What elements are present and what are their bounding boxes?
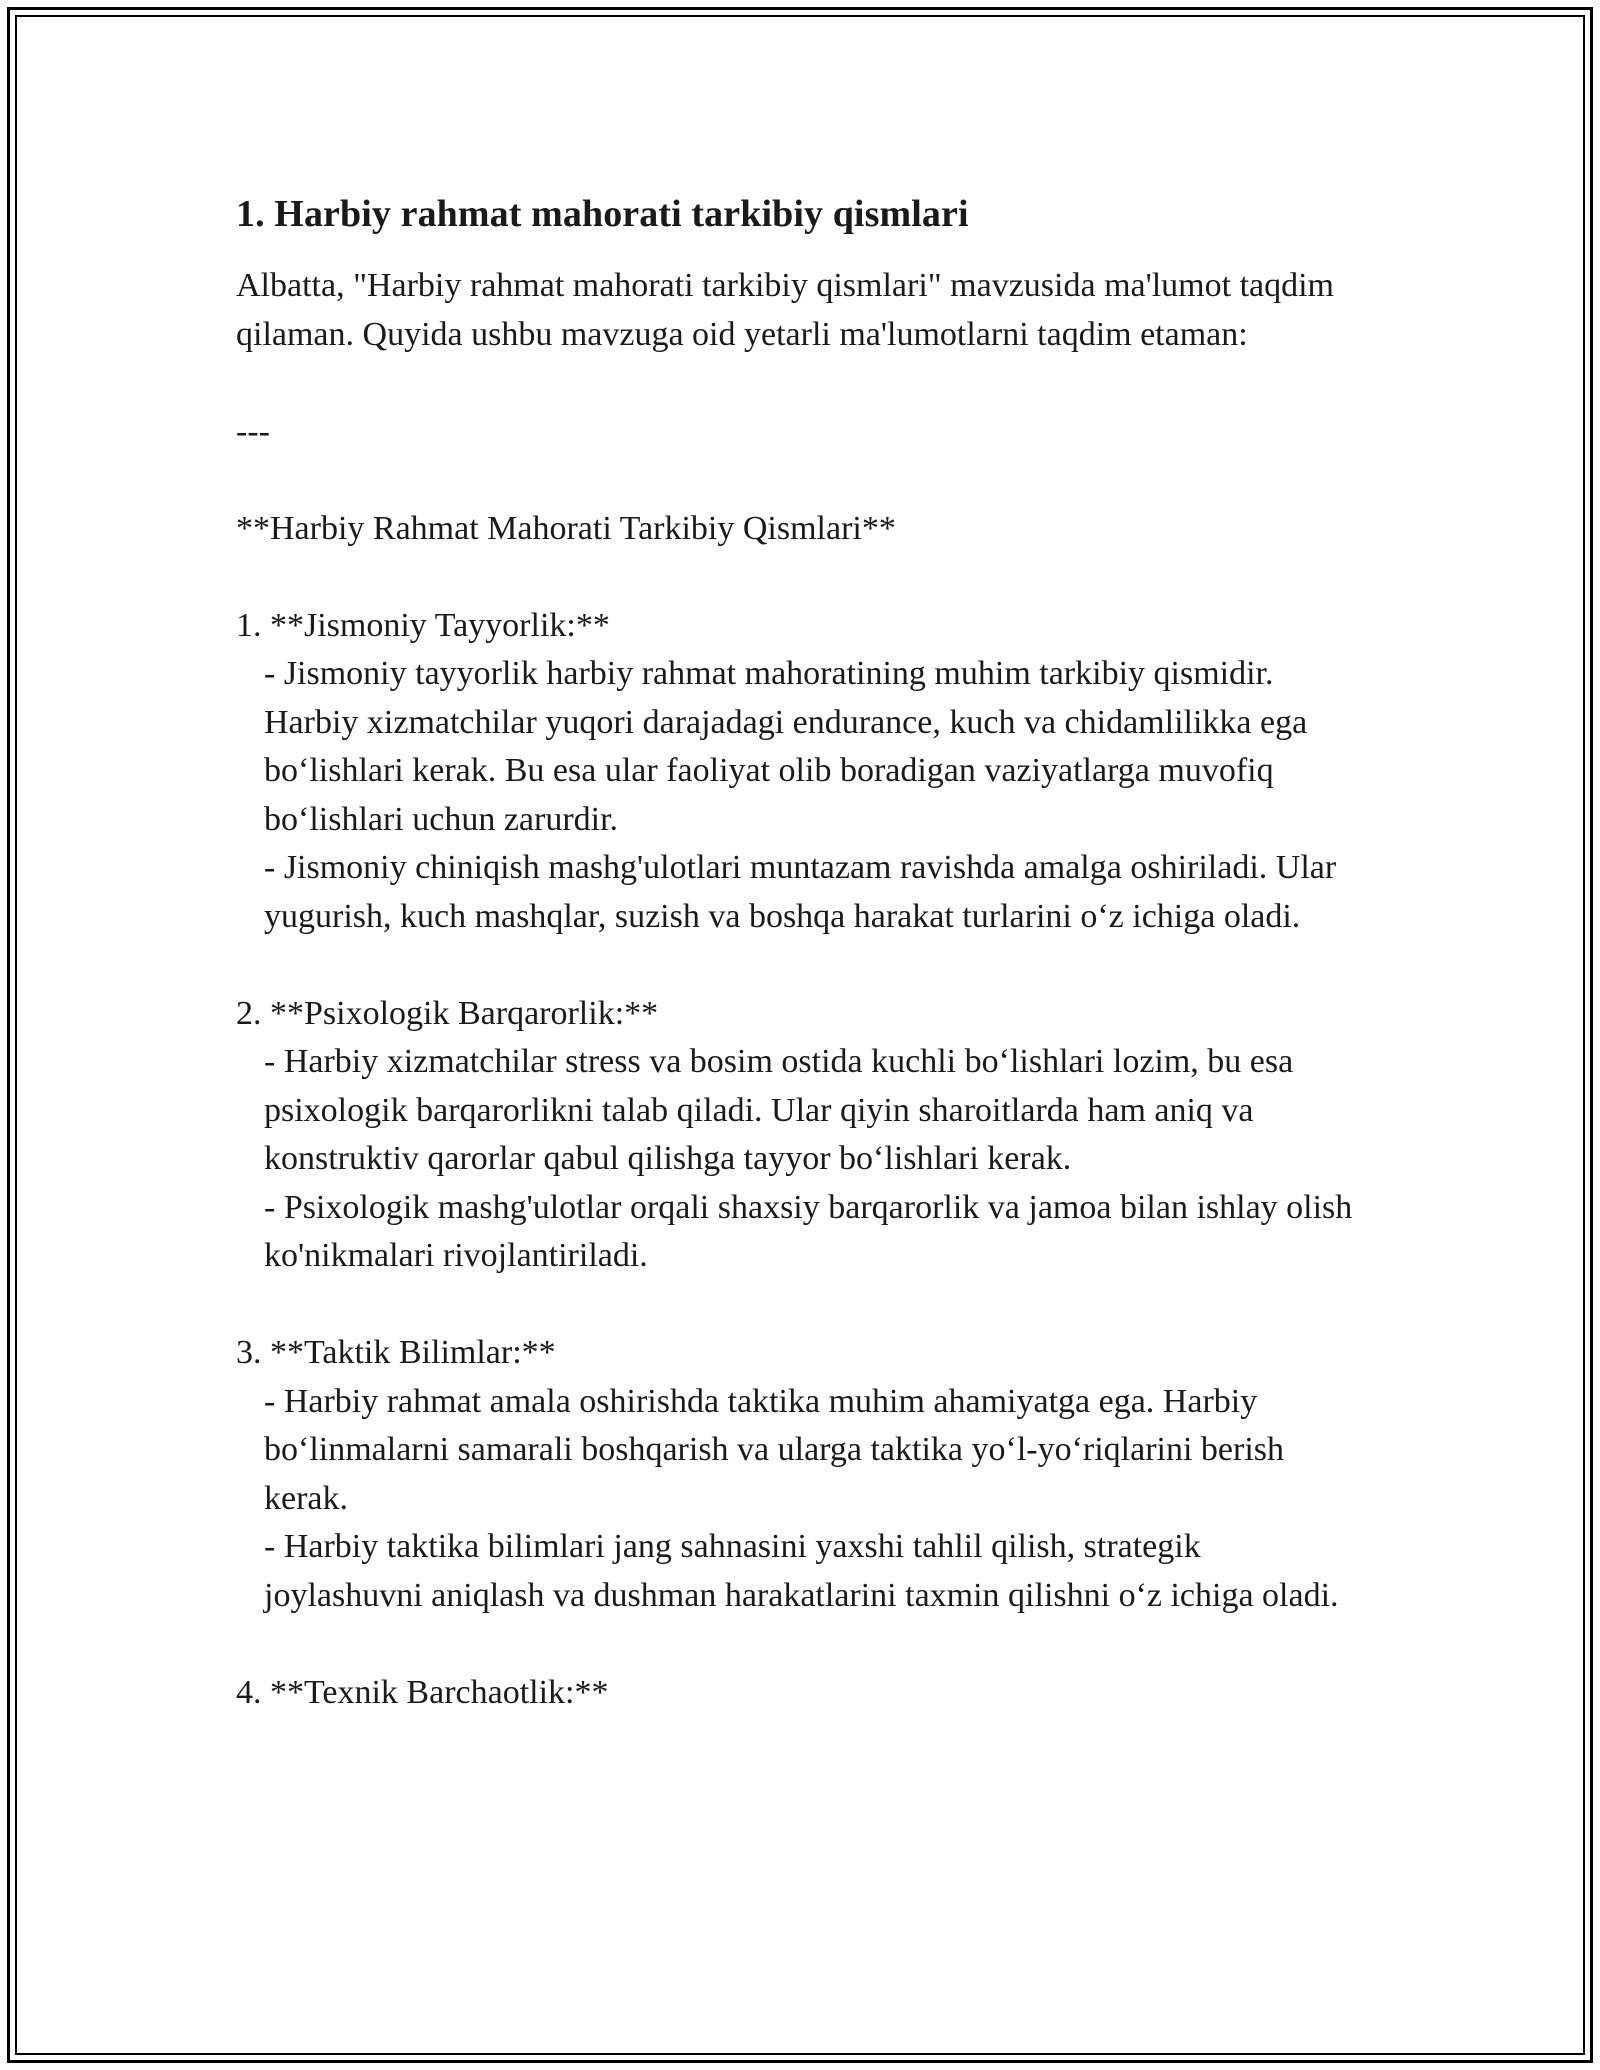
spacer: [236, 456, 1366, 505]
spacer: [236, 553, 1366, 602]
intro-paragraph: Albatta, "Harbiy rahmat mahorati tarkibiy qismlari" mavzusida ma'lumot taqdim qilaman. Quyida ushbu mavzuga oid yetarli ma'lumotlarni taqdim etaman:: [236, 267, 1334, 353]
section-bullet: - Harbiy taktika bilimlari jang sahnasini yaxshi tahlil qilish, strategik joylashuvni aniqlash va dushman harakatlarini taxmin qilishni o‘z ichiga oladi.: [264, 1528, 1339, 1614]
document-title: 1. Harbiy rahmat mahorati tarkibiy qismlari: [236, 193, 969, 235]
section-heading: 2. **Psixologik Barqarorlik:**: [236, 994, 659, 1032]
spacer: [236, 359, 1366, 408]
section-bullet: - Jismoniy tayyorlik harbiy rahmat mahoratining muhim tarkibiy qismidir. Harbiy xizmatchilar yuqori darajadagi endurance, kuch va chidamlilikka ega bo‘lishlari kerak. Bu esa ular faoliyat olib boradigan vaziyatlarga muvofiq bo‘lishlari uchun zarurdir.: [264, 655, 1308, 838]
section-heading: 1. **Jismoniy Tayyorlik:**: [236, 606, 610, 644]
section-heading: 4. **Texnik Barchaotlik:**: [236, 1673, 609, 1711]
spacer: [236, 1620, 1366, 1669]
separator: ---: [236, 412, 270, 450]
document-body: [236, 188, 1366, 1717]
section-bullet: - Psixologik mashg'ulotlar orqali shaxsiy barqarorlik va jamoa bilan ishlay olish ko'nikmalari rivojlantiriladi.: [264, 1188, 1353, 1274]
section-bullet: - Harbiy rahmat amala oshirishda taktika muhim ahamiyatga ega. Harbiy bo‘linmalarni samarali boshqarish va ularga taktika yo‘l-yo‘riqlarini berish kerak.: [264, 1382, 1285, 1517]
spacer: [236, 941, 1366, 990]
section-bullet: - Jismoniy chiniqish mashg'ulotlari muntazam ravishda amalga oshiriladi. Ular yugurish, kuch mashqlar, suzish va boshqa harakat turlarini o‘z ichiga oladi.: [264, 849, 1337, 935]
subtitle: **Harbiy Rahmat Mahorati Tarkibiy Qismlari**: [236, 509, 896, 547]
section-bullet: - Harbiy xizmatchilar stress va bosim ostida kuchli bo‘lishlari lozim, bu esa psixologik barqarorlikni talab qiladi. Ular qiyin sharoitlarda ham aniq va konstruktiv qarorlar qabul qilishga tayyor bo‘lishlari kerak.: [264, 1043, 1294, 1177]
spacer: [236, 1281, 1366, 1330]
section-heading: 3. **Taktik Bilimlar:**: [236, 1334, 556, 1371]
